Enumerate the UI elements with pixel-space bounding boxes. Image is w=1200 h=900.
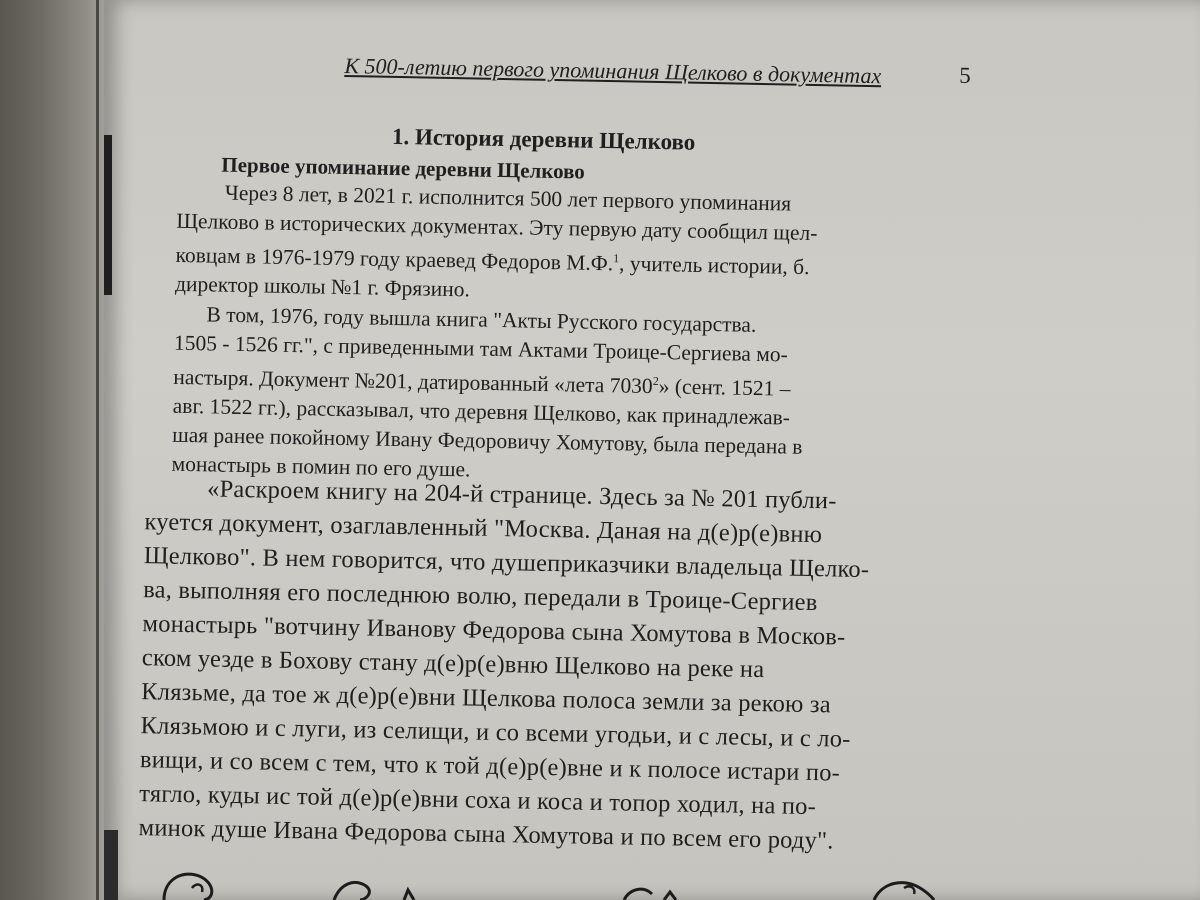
text-fragment: настыря. Документ №201, датированный «лета 7030 (173, 364, 653, 399)
quoted-passage (138, 471, 1005, 861)
text-line: монастырь "вотчину Иванову Федорова сына Хомутова в Москов- (142, 610, 846, 651)
paragraph-1 (175, 178, 967, 314)
text-line: авг. 1522 гг.), рассказывал, что деревня Щелково, как принадлежав- (172, 393, 791, 430)
text-line: тягло, куды ис той д(е)р(е)вни соха и коса и топор ходил, на по- (139, 780, 817, 821)
footnote-mark: 2 (652, 373, 659, 389)
book-spine (0, 0, 110, 900)
text-line: Клязьмою и с луги, из селищи, и со всеми угодьи, и с лесы, и с ло- (140, 712, 851, 753)
page-number: 5 (959, 62, 971, 88)
section-title: Первое упоминание деревни Щелково (221, 152, 586, 184)
page-content (104, 0, 1200, 900)
illustration-fragment (104, 848, 1200, 900)
running-header: К 500-летию первого упоминания Щелково в документах (344, 52, 882, 89)
text-line: куется документ, озаглавленный "Москва. Даная на д(е)р(е)вню (144, 508, 823, 549)
paragraph-2 (171, 300, 964, 494)
text-line: Через 8 лет, в 2021 г. исполнится 500 лет первого упоминания (224, 180, 792, 216)
footnote-mark: 1 (613, 251, 620, 266)
text-fragment: , учитель истории, б. (618, 251, 810, 280)
text-line: Щелково в исторических документах. Эту первую дату сообщил щел- (176, 208, 818, 246)
text-line: Клязьме, да тое ж д(е)р(е)вни Щелкова полоса земли за рекою за (141, 678, 832, 719)
text-line: «Раскроем книгу на 204-й странице. Здесь за № 201 публи- (206, 475, 837, 515)
text-line: минок душе Ивана Федорова сына Хомутова и по всем его роду". (138, 814, 834, 855)
text-line: В том, 1976, году вышла книга "Акты Русского государства. (206, 302, 757, 337)
text-line: вищи, и со всем с тем, что к той д(е)р(е)вне и к полосе истари по- (139, 746, 841, 787)
book-page (104, 0, 1200, 900)
spine-edge (96, 0, 99, 900)
ornament-icon (104, 848, 1200, 900)
text-fragment: ковцам в 1976-1979 году краевед Федоров М.Ф. (175, 242, 614, 276)
text-line: ва, выполняя его последнюю волю, передали в Троице-Сергиев (142, 576, 818, 617)
text-line: Щелково". В нем говорится, что душеприказчики владельца Щелко- (143, 542, 870, 584)
text-fragment: » (сент. 1521 – (658, 374, 791, 401)
chapter-title: 1. История деревни Щелково (391, 123, 696, 155)
text-line: монастырь в помин по его душе. (171, 451, 471, 482)
text-line: директор школы №1 г. Фрязино. (174, 271, 471, 302)
text-line: ском уезде в Бохову стану д(е)р(е)вню Щелково на реке на (141, 644, 765, 684)
text-line: шая ранее покойному Ивану Федоровичу Хомутову, была передана в (171, 422, 803, 459)
text-line: 1505 - 1526 гг.", с приведенными там Актами Троице-Сергиева мо- (173, 330, 789, 367)
